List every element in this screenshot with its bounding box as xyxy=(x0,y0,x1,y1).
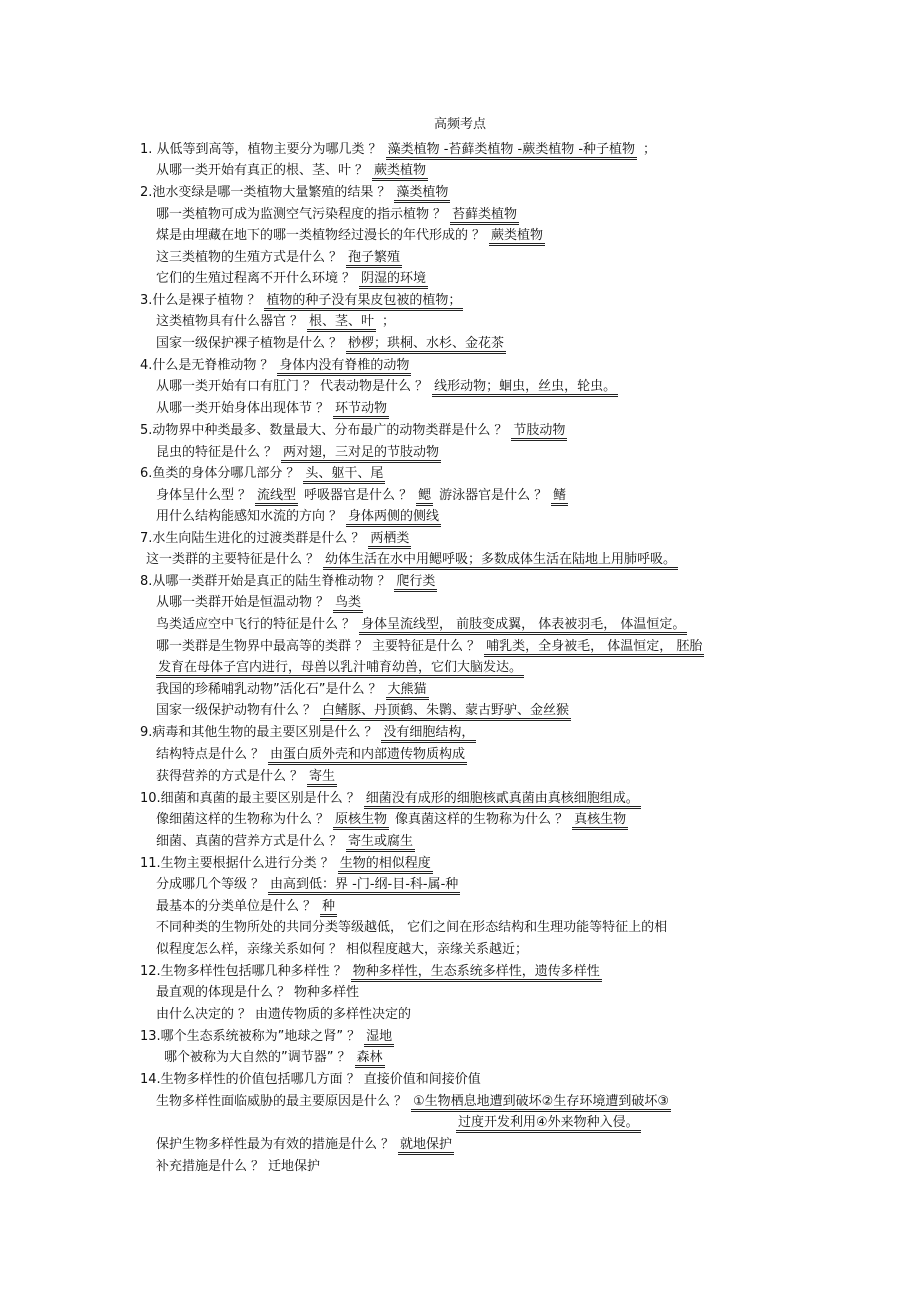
answer-text: 物种多样性，生态系统多样性，遗传多样性 xyxy=(351,964,602,982)
question-text: 这类植物具有什么器官 xyxy=(156,314,287,329)
answer-text: 孢子繁殖 xyxy=(346,250,402,268)
page-title: 高频考点 xyxy=(433,117,486,132)
text-line xyxy=(156,593,369,613)
answer-text: 苔藓类植物 xyxy=(450,207,519,225)
text-line xyxy=(156,205,525,225)
answer-text: 由高到低：界 -门-纲-目-科-属-种 xyxy=(268,877,460,895)
question-text: ？ xyxy=(351,531,365,546)
text-line xyxy=(140,723,482,743)
answer-text: 头、躯干、尾 xyxy=(303,466,385,484)
answer-text: 植物的种子没有果皮包被的植物； xyxy=(264,293,463,311)
answer-text: 节肢动物 xyxy=(511,423,567,441)
question-text: 相似程度越大，亲缘关系越近； xyxy=(346,942,529,957)
text-line xyxy=(156,745,473,765)
text-line xyxy=(156,658,530,678)
question-text: 结构特点是什么 xyxy=(156,747,248,762)
question-text: ？ xyxy=(251,877,265,892)
answer-text: ①生物栖息地遭到破坏②生存环境遭到破坏③ xyxy=(411,1094,671,1112)
text-line xyxy=(156,637,710,657)
text-line xyxy=(140,789,647,809)
question-text: 国家一级保护动物有什么 xyxy=(156,703,300,718)
answer-text: 阴湿的环境 xyxy=(359,271,428,289)
answer-text: 过度开发利用④外来物种入侵。 xyxy=(456,1115,641,1133)
text-line xyxy=(140,1070,485,1090)
question-text: ？ xyxy=(329,336,343,351)
question-text: 似程度怎么样，亲缘关系如何 xyxy=(156,942,326,957)
question-text: 获得营养的方式是什么 xyxy=(156,769,287,784)
text-line xyxy=(140,962,608,982)
question-text: 从哪一类开始身体出现体节 xyxy=(156,401,313,416)
question-text: ？ xyxy=(355,639,369,654)
answer-text: 身体内没有脊椎的动物 xyxy=(277,358,411,376)
text-line xyxy=(156,701,577,721)
question-text: ？ xyxy=(303,899,317,914)
question-text: 9.病毒和其他生物的最主要区别是什么 xyxy=(140,725,361,740)
question-text: ？ xyxy=(251,747,265,762)
text-line xyxy=(156,399,395,419)
question-text: ？ xyxy=(337,1050,351,1065)
text-line xyxy=(156,1157,324,1177)
answer-text: 真核生物 xyxy=(572,812,628,830)
answer-text: 身体呈流线型， 前肢变成翼， 体表被羽毛， 体温恒定。 xyxy=(359,617,687,635)
question-text: 国家一级保护裸子植物是什么 xyxy=(156,336,326,351)
answer-text: 根、茎、叶 xyxy=(307,314,376,332)
question-text: 最直观的体现是什么 xyxy=(156,985,274,1000)
question-text: 8.从哪一类群开始是真正的陆生脊椎动物 xyxy=(140,574,374,589)
question-text: 细菌、真菌的营养方式是什么 xyxy=(156,834,326,849)
question-text: ？ xyxy=(377,185,391,200)
answer-text: 发育在母体子宫内进行，母兽以乳汁哺育幼兽，它们大脑发达。 xyxy=(156,660,524,678)
question-text: ？ xyxy=(368,142,382,157)
question-text: ？ xyxy=(316,401,330,416)
answer-text: 由蛋白质外壳和内部遗传物质构成 xyxy=(268,747,467,765)
text-line xyxy=(156,918,671,938)
text-line xyxy=(140,1027,400,1047)
question-text: ？ xyxy=(247,293,261,308)
question-text: ？ xyxy=(286,466,300,481)
question-text: ； xyxy=(382,314,396,329)
answer-text: 鳍 xyxy=(551,488,568,506)
text-line xyxy=(156,377,624,397)
answer-text: 流线型 xyxy=(255,488,298,506)
answer-text: 就地保护 xyxy=(398,1137,454,1155)
text-line xyxy=(140,291,469,311)
question-text: ？ xyxy=(238,488,252,503)
text-line xyxy=(140,464,391,484)
question-text: 从哪一类群开始是恒温动物 xyxy=(156,595,313,610)
question-text: 5.动物界中种类最多、数量最大、分布最广的动物类群是什么 xyxy=(140,423,491,438)
question-text: 生物多样性面临威胁的最主要原因是什么 xyxy=(156,1094,391,1109)
question-text: 14.生物多样性的价值包括哪几方面 xyxy=(140,1072,343,1087)
text-line xyxy=(456,1113,647,1133)
question-text: ？ xyxy=(399,488,413,503)
answer-text: 爬行类 xyxy=(394,574,437,592)
question-text: 从哪一类开始有口有肛门 xyxy=(156,379,300,394)
text-line xyxy=(156,897,343,917)
text-line xyxy=(156,1005,415,1025)
answer-text: 蕨类植物 xyxy=(372,163,428,181)
question-text: 保护生物多样性最为有效的措施是什么 xyxy=(156,1137,378,1152)
question-text: ？ xyxy=(346,1072,360,1087)
question-text: 13.哪个生态系统被称为”地球之肾” xyxy=(140,1029,344,1044)
text-line xyxy=(156,680,435,700)
text-line xyxy=(156,1092,677,1112)
question-text: 补充措施是什么 xyxy=(156,1159,248,1174)
question-text: 它们的生殖过程离不开什么环境 xyxy=(156,271,339,286)
answer-text: 鸟类 xyxy=(333,595,363,613)
question-text: 最基本的分类单位是什么 xyxy=(156,899,300,914)
text-line xyxy=(156,1135,460,1155)
question-text: ？ xyxy=(472,228,486,243)
text-line xyxy=(156,269,434,289)
text-line xyxy=(140,529,417,549)
answer-text: 森林 xyxy=(355,1050,385,1068)
question-text: 由遗传物质的多样性决定的 xyxy=(255,1007,412,1022)
answer-text: 两栖类 xyxy=(368,531,411,549)
question-text: ？ xyxy=(329,942,343,957)
question-text: 鸟类适应空中飞行的特征是什么 xyxy=(156,617,339,632)
text-line xyxy=(140,421,573,441)
question-text: ？ xyxy=(329,250,343,265)
text-line xyxy=(156,161,434,181)
question-text: ？ xyxy=(381,1137,395,1152)
answer-text: 哺乳类，全身被毛， 体温恒定， 胚胎 xyxy=(484,639,704,657)
question-text: 物种多样性 xyxy=(294,985,360,1000)
question-text: 这一类群的主要特征是什么 xyxy=(146,552,303,567)
question-text: ？ xyxy=(306,552,320,567)
question-text: ？ xyxy=(394,1094,408,1109)
question-text: 这三类植物的生殖方式是什么 xyxy=(156,250,326,265)
question-text: ？ xyxy=(260,358,274,373)
question-text: 哪一类群是生物界中最高等的类群 xyxy=(156,639,352,654)
question-text: 身体呈什么型 xyxy=(156,488,235,503)
text-line xyxy=(140,183,456,203)
question-text: ？ xyxy=(494,423,508,438)
question-text: ？ xyxy=(303,703,317,718)
question-text: 代表动物是什么 xyxy=(320,379,412,394)
question-text: ？ xyxy=(346,791,360,806)
question-text: ？ xyxy=(342,617,356,632)
question-text: 7.水生向陆生进化的过渡类群是什么 xyxy=(140,531,348,546)
question-text: ？ xyxy=(251,1159,265,1174)
question-text: ？ xyxy=(355,163,369,178)
question-text: 不同种类的生物所处的共同分类等级越低， 它们之间在形态结构和生理功能等特征上的相 xyxy=(156,920,668,935)
answer-text: 生物的相似程度 xyxy=(338,856,433,874)
question-text: 分成哪几个等级 xyxy=(156,877,248,892)
answer-text: 原核生物 xyxy=(333,812,389,830)
answer-text: 寄生 xyxy=(307,769,337,787)
question-text: 12.生物多样性包括哪几种多样性 xyxy=(140,964,330,979)
question-text: 11.生物主要根据什么进行分类 xyxy=(140,856,317,871)
question-text: 哪一类植物可成为监测空气污染程度的指示植物 xyxy=(156,207,430,222)
question-text: 3.什么是裸子植物 xyxy=(140,293,244,308)
question-text: ？ xyxy=(534,488,548,503)
text-line xyxy=(156,767,343,787)
question-text: 2.池水变绿是哪一类植物大量繁殖的结果 xyxy=(140,185,374,200)
text-line xyxy=(156,507,447,527)
question-text: ？ xyxy=(555,812,569,827)
text-line xyxy=(140,356,417,376)
text-line xyxy=(164,1048,391,1068)
answer-text: 鳃 xyxy=(416,488,433,506)
text-line xyxy=(140,140,660,160)
question-text: 用什么结构能感知水流的方向 xyxy=(156,509,326,524)
answer-text: 蕨类植物 xyxy=(489,228,545,246)
question-text: ？ xyxy=(277,985,291,1000)
answer-text: 两对翅，三对足的节肢动物 xyxy=(281,445,441,463)
question-text: 由什么决定的 xyxy=(156,1007,235,1022)
answer-text: 没有细胞结构， xyxy=(381,725,476,743)
text-line xyxy=(156,443,447,463)
question-text: 煤是由埋藏在地下的哪一类植物经过漫长的年代形成的 xyxy=(156,228,469,243)
question-text: ？ xyxy=(320,856,334,871)
question-text: ？ xyxy=(316,595,330,610)
text-line xyxy=(156,226,551,246)
answer-text: 细菌没有成形的细胞核貳真菌由真核细胞组成。 xyxy=(364,791,641,809)
question-text: ？ xyxy=(342,271,356,286)
question-text: 像真菌这样的生物称为什么 xyxy=(395,812,552,827)
question-text: ？ xyxy=(290,314,304,329)
question-text: 呼吸器官是什么 xyxy=(304,488,396,503)
answer-text: 寄生或腐生 xyxy=(346,834,415,852)
text-line xyxy=(156,486,574,506)
question-text: ？ xyxy=(303,379,317,394)
question-text: ？ xyxy=(467,639,481,654)
answer-text: 白鳍豚、丹顶鹤、朱鹮、蒙古野驴、金丝猴 xyxy=(320,703,571,721)
text-line xyxy=(140,854,439,874)
question-text: 像细菌这样的生物称为什么 xyxy=(156,812,313,827)
question-text: 游泳器官是什么 xyxy=(439,488,531,503)
question-text: 主要特征是什么 xyxy=(372,639,464,654)
question-text: ？ xyxy=(368,682,382,697)
text-line xyxy=(140,572,443,592)
text-line xyxy=(156,312,399,332)
question-text: 哪个被称为大自然的”调节器” xyxy=(164,1050,334,1065)
question-text: 直接价值和间接价值 xyxy=(363,1072,481,1087)
question-text: ？ xyxy=(238,1007,252,1022)
answer-text: 幼体生活在水中用鳃呼吸；多数成体生活在陆地上用肺呼吸。 xyxy=(323,552,678,570)
question-text: ？ xyxy=(364,725,378,740)
answer-text: 藻类植物 -苔藓类植物 -蕨类植物 -种子植物 xyxy=(386,142,637,160)
text-line xyxy=(156,983,363,1003)
question-text: 6.鱼类的身体分哪几部分 xyxy=(140,466,283,481)
answer-text: 湿地 xyxy=(364,1029,394,1047)
text-line xyxy=(156,334,512,354)
question-text: ？ xyxy=(333,964,347,979)
answer-text: 线形动物；蛔虫，丝虫，轮虫。 xyxy=(432,379,618,397)
question-text: ？ xyxy=(316,812,330,827)
question-text: 昆虫的特征是什么 xyxy=(156,445,261,460)
text-line xyxy=(156,875,466,895)
question-text: ？ xyxy=(415,379,429,394)
answer-text: 种 xyxy=(320,899,337,917)
question-text: 迁地保护 xyxy=(268,1159,321,1174)
question-text: 10.细菌和真菌的最主要区别是什么 xyxy=(140,791,343,806)
question-text: ？ xyxy=(290,769,304,784)
question-text: 1. 从低等到高等，植物主要分为哪几类 xyxy=(140,142,365,157)
text-line xyxy=(146,550,684,570)
question-text: 我国的珍稀哺乳动物”活化石”是什么 xyxy=(156,682,365,697)
answer-text: 桫椤；珙桐、水杉、金花茶 xyxy=(346,336,506,354)
question-text: ？ xyxy=(264,445,278,460)
text-line xyxy=(156,810,634,830)
question-text: 从哪一类开始有真正的根、茎、叶 xyxy=(156,163,352,178)
question-text: ？ xyxy=(347,1029,361,1044)
text-line xyxy=(156,940,532,960)
question-text: ？ xyxy=(329,834,343,849)
text-line xyxy=(156,615,693,635)
answer-text: 身体两侧的侧线 xyxy=(346,509,441,527)
text-line xyxy=(156,832,421,852)
text-line xyxy=(156,248,408,268)
question-text: ？ xyxy=(377,574,391,589)
question-text: ； xyxy=(643,142,657,157)
answer-text: 大熊猫 xyxy=(386,682,429,700)
question-text: ？ xyxy=(433,207,447,222)
question-text: ？ xyxy=(329,509,343,524)
question-text: 4.什么是无脊椎动物 xyxy=(140,358,257,373)
answer-text: 藻类植物 xyxy=(394,185,450,203)
answer-text: 环节动物 xyxy=(333,401,389,419)
